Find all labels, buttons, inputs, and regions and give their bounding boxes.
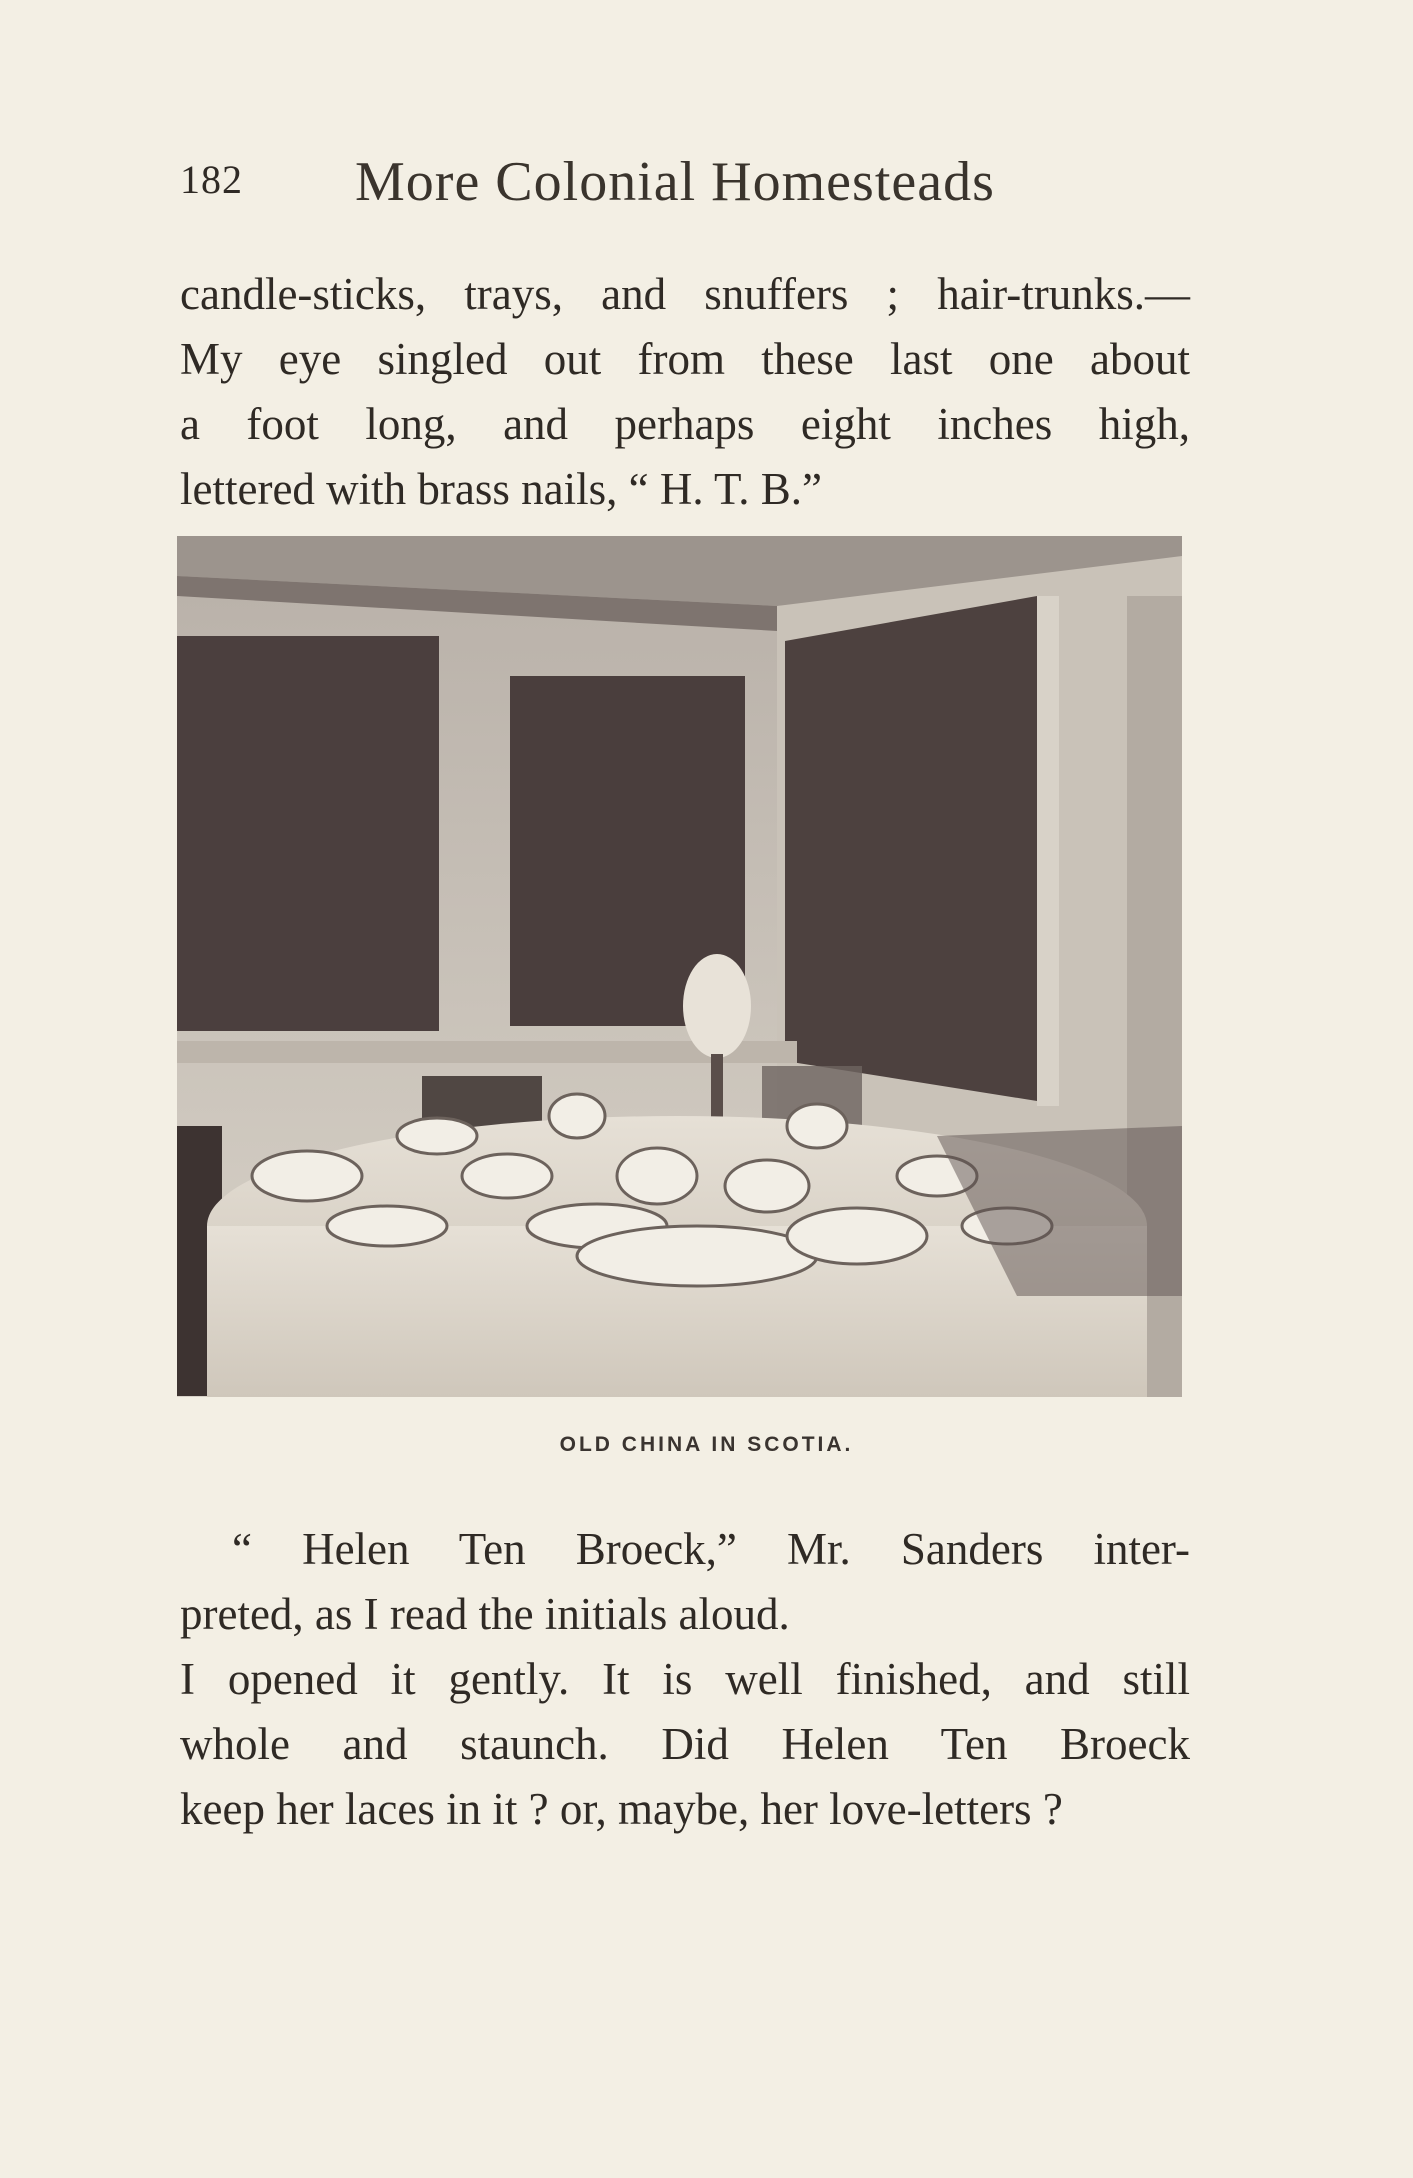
lamp-globe <box>683 954 751 1058</box>
text-line: preted, as I read the initials aloud. <box>180 1589 790 1639</box>
text-line: whole and staunch. Did Helen Ten Broeck <box>180 1719 1190 1769</box>
text-line: “ Helen Ten Broeck,” Mr. Sanders inter- <box>232 1524 1190 1574</box>
text-line: I opened it gently. It is well finished, and still <box>180 1654 1190 1704</box>
photo-plate <box>177 536 1182 1397</box>
paragraph-top <box>180 262 1190 522</box>
running-head <box>180 150 1240 220</box>
page-number: 182 <box>180 157 243 202</box>
text-line: keep her laces in it ? or, maybe, her love-letters ? <box>180 1784 1063 1834</box>
window-shade-right <box>785 596 1037 1101</box>
running-title: More Colonial Homesteads <box>355 151 995 213</box>
paragraph-bottom <box>180 1517 1190 1842</box>
text-line: a foot long, and perhaps eight inches high, <box>180 399 1190 449</box>
old-china-photograph <box>177 536 1182 1397</box>
window-shade-left <box>177 636 439 1031</box>
text-line: candle-sticks, trays, and snuffers ; hair-trunks.— <box>180 269 1190 319</box>
plate-caption: OLD CHINA IN SCOTIA. <box>559 1433 854 1456</box>
text-line: lettered with brass nails, “ H. T. B.” <box>180 464 822 514</box>
text-line: My eye singled out from these last one about <box>180 334 1190 384</box>
